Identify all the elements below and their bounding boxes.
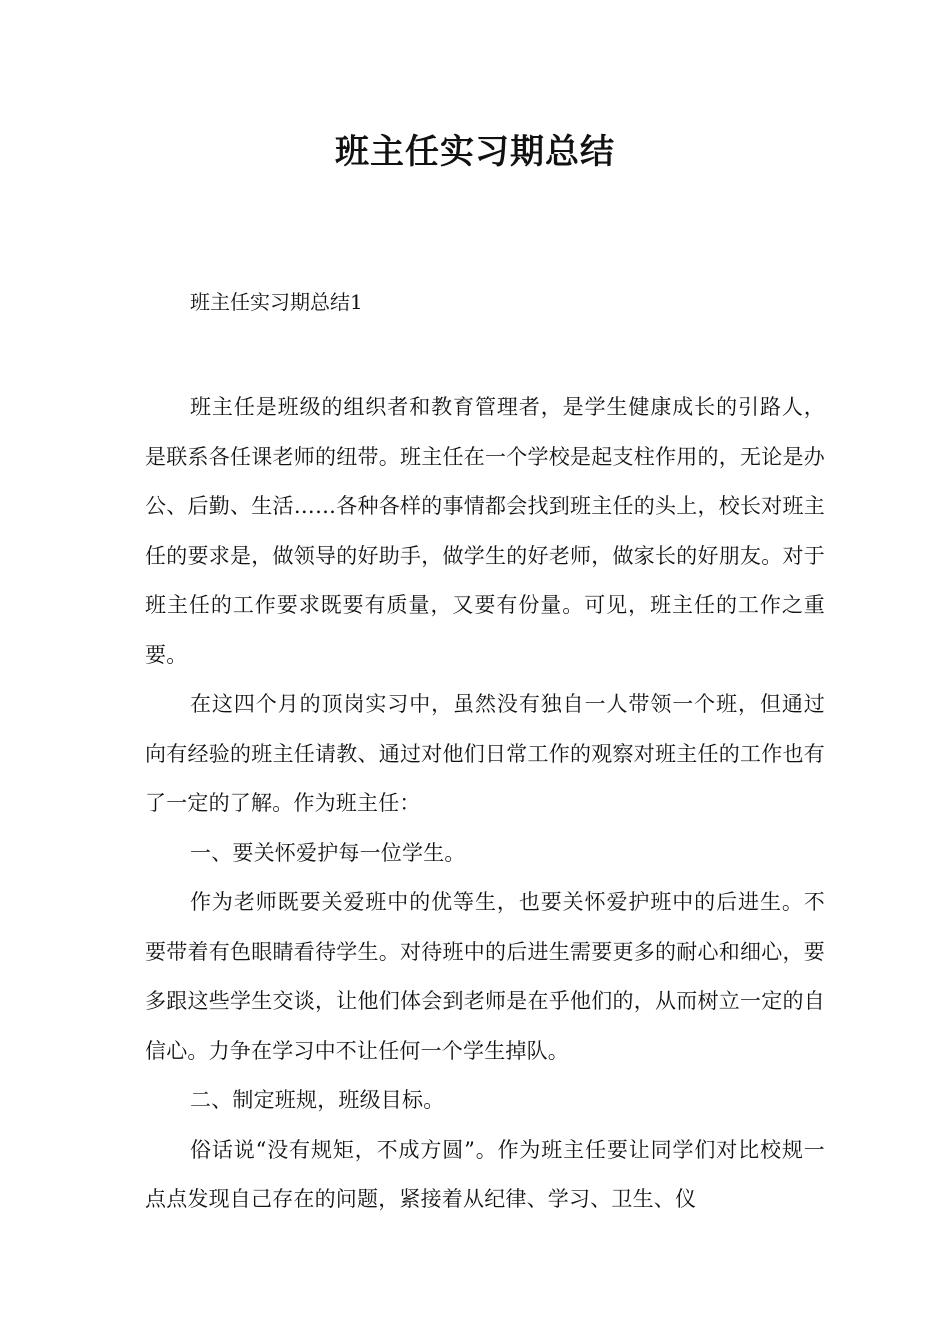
heading-point-two: 二、制定班规，班级目标。 [190,1088,445,1112]
paragraph-intro: 班主任是班级的组织者和教育管理者，是学生健康成长的引路人，是联系各任课老师的纽带。班主任在一个学校是起支柱作用的，无论是办公、后勤、生活……各种各样的事情都会找到班主任的头上，校长对班主任的要求是，做领导的好助手，做学生的好老师，做家长的好朋友。对于班主任的工作要求既要有质量，又要有份量。可见，班主任的工作之重要。 [145,395,825,667]
section-heading: 班主任实习期总结1 [190,290,363,314]
document-body [145,383,825,1225]
heading-point-one: 一、要关怀爱护每一位学生。 [190,840,466,865]
paragraph-class-rules: 俗话说“没有规矩，不成方圆”。作为班主任要让同学们对比校规一点点发现自己存在的问题，紧接着从纪律、学习、卫生、仪 [145,1137,825,1211]
paragraph-care-students: 作为老师既要关爱班中的优等生，也要关怀爱护班中的后进生。不要带着有色眼睛看待学生。对待班中的后进生需要更多的耐心和细心，要多跟这些学生交谈，让他们体会到老师是在乎他们的，从而树立一定的自信心。力争在学习中不让任何一个学生掉队。 [145,890,825,1063]
paragraph-internship: 在这四个月的顶岗实习中，虽然没有独自一人带领一个班，但通过向有经验的班主任请教、通过对他们日常工作的观察对班主任的工作也有了一定的了解。作为班主任： [145,692,825,815]
document-title: 班主任实习期总结 [335,132,615,172]
